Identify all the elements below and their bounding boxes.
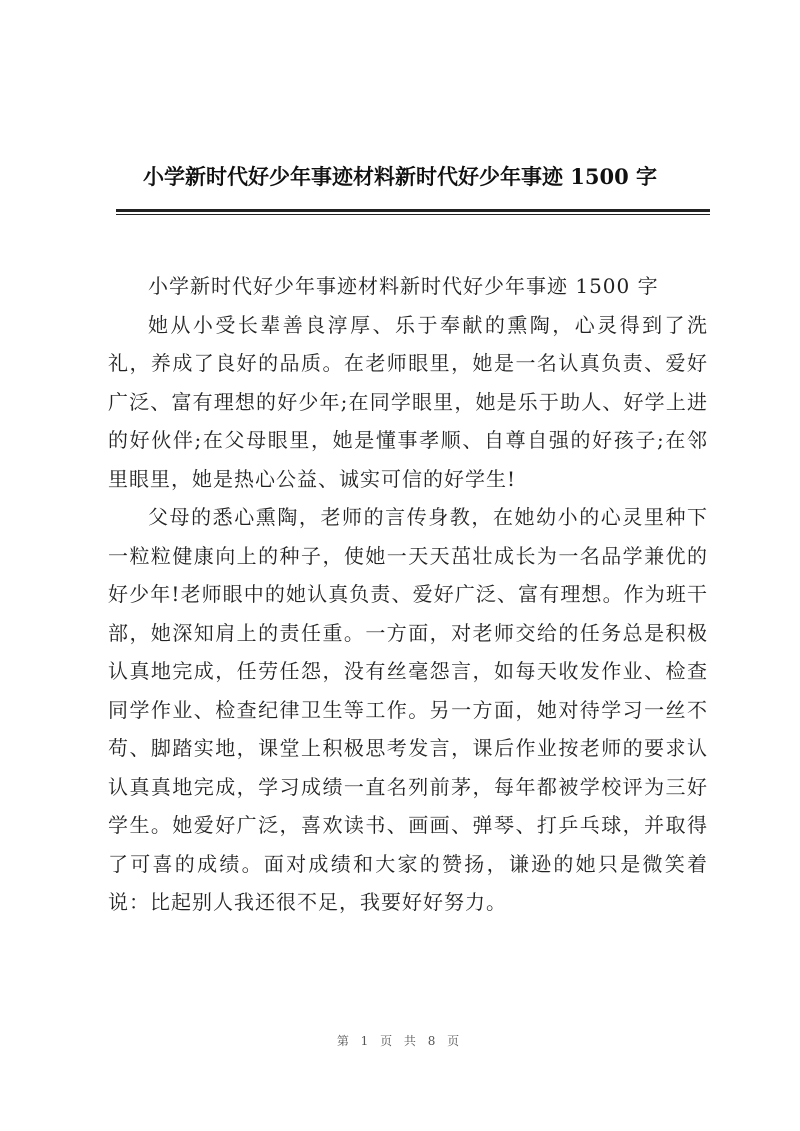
page-footer [0,1032,800,1049]
title-divider-thin [116,214,710,215]
title-divider-thick [116,209,710,212]
page-number-label: 第 1 页 共 8 页 [336,1034,464,1048]
paragraph-subtitle: 小学新时代好少年事迹材料新时代好少年事迹 1500 字 [148,274,659,298]
paragraph: 她从小受长辈善良淳厚、乐于奉献的熏陶，心灵得到了洗礼，养成了良好的品质。在老师眼里，她是一名认真负责、爱好广泛、富有理想的好少年;在同学眼里，她是乐于助人、好学上进的好伙伴;在父母眼里，她是懂事孝顺、自尊自强的好孩子;在邻里眼里，她是热心公益、诚实可信的好学生! [108,312,708,491]
document-title: 小学新时代好少年事迹材料新时代好少年事迹 1500 字 [142,164,658,189]
paragraph: 父母的悉心熏陶，老师的言传身教，在她幼小的心灵里种下一粒粒健康向上的种子，使她一天天茁壮成长为一名品学兼优的好少年!老师眼中的她认真负责、爱好广泛、富有理想。作为班干部，她深知肩上的责任重。一方面，对老师交给的任务总是积极认真地完成，任劳任怨，没有丝毫怨言，如每天收发作业、检查同学作业、检查纪律卫生等工作。另一方面，她对待学习一丝不苟、脚踏实地，课堂上积极思考发言，课后作业按老师的要求认认真真地完成，学习成绩一直名列前茅，每年都被学校评为三好学生。她爱好广泛，喜欢读书、画画、弹琴、打乒乓球，并取得了可喜的成绩。面对成绩和大家的赞扬，谦逊的她只是微笑着说：比起别人我还很不足，我要好好努力。 [108,505,708,914]
document-body [108,267,708,922]
